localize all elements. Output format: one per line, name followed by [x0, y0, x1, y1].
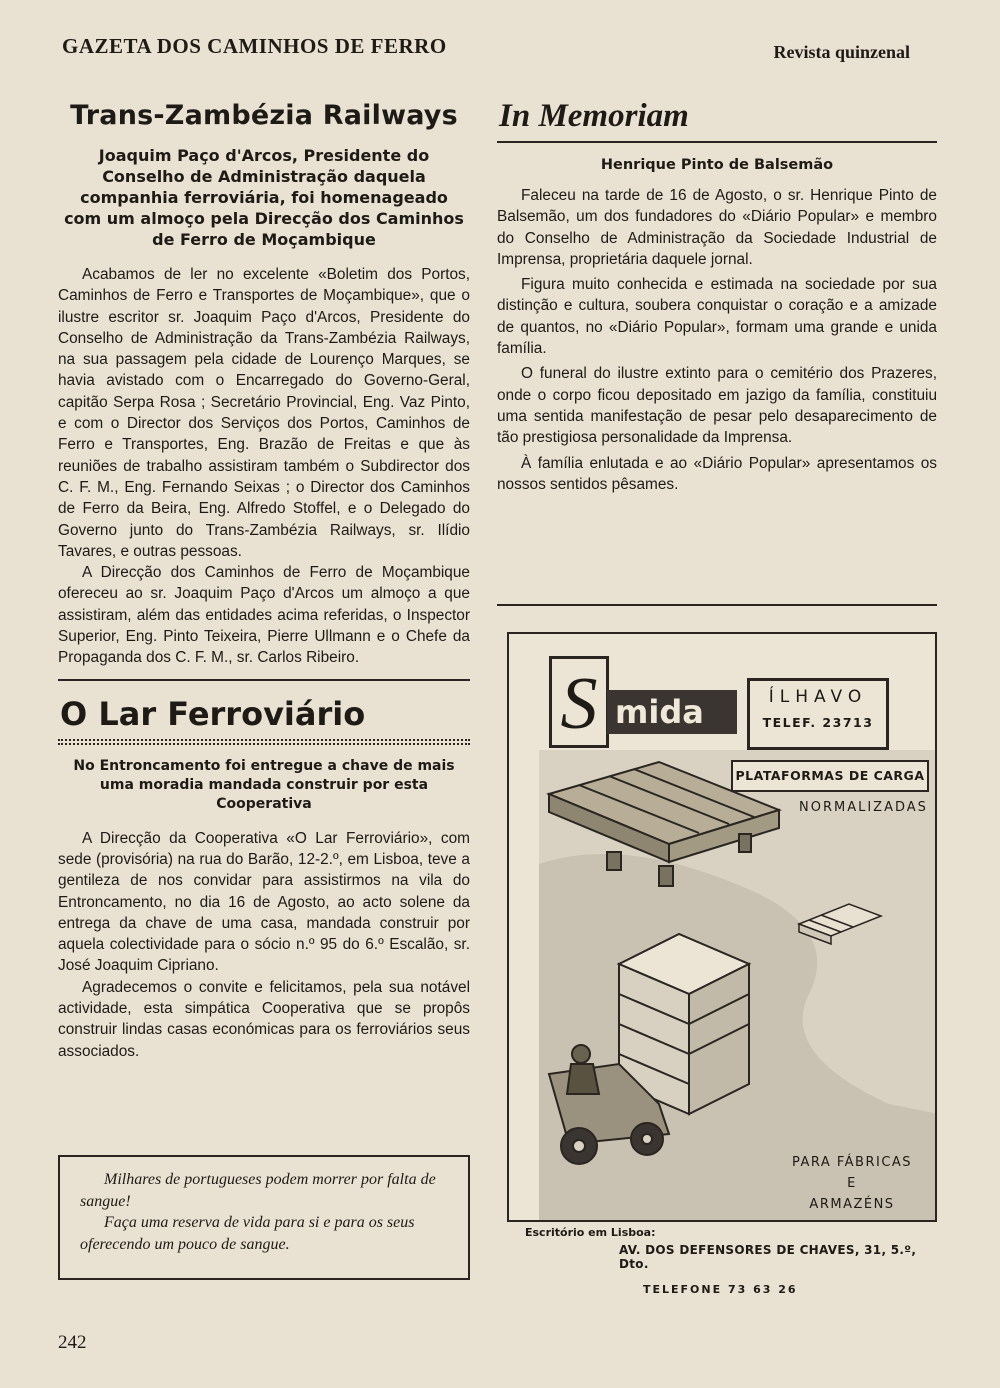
usage-label [777, 1152, 927, 1215]
left-column [58, 96, 470, 1062]
obituary-body [497, 185, 937, 495]
section-divider [497, 604, 937, 606]
office-phone: TELEFONE 73 63 26 [643, 1283, 798, 1296]
paragraph: A Direcção dos Caminhos de Ferro de Moçambique ofereceu ao sr. Joaquim Paço d'Arcos um almoço a que assistiram, além das entidades acima referidas, o Inspector Superior, Eng. Pinto Teixeira, Pierre Ullmann e o Chefe da Propaganda dos C. F. M., sr. Carlos Ribeiro. [58, 564, 470, 667]
section-divider [497, 141, 937, 143]
section-divider [58, 679, 470, 681]
office-label: Escritório em Lisboa: [525, 1226, 656, 1239]
smida-advertisement [505, 632, 937, 1296]
paragraph: Acabamos de ler no excelente «Boletim dos Portos, Caminhos de Ferro e Transportes de Moçambique», que o ilustre escritor sr. Joaquim Paço d'Arcos, Presidente do Conselho de Administração da Trans-Zambézia Railways, na sua passagem pela cidade de Lourenço Marques, se havia avistado com o Encarregado do Governo-Geral, capitão Serpa Rosa ; Secretário Provincial, Eng. Vaz Pinto, e com o Director dos Serviços dos Portos, Caminhos de Ferro e Transportes, Eng. Brazão de Freitas e que às reuniões de trabalho assistiram também o Subdirector dos C. F. M., Eng. Fernando Seixas ; o Director dos Caminhos de Ferro da Beira, Eng. Alfredo Stoffel, e o Delegado do Governo junto do Trans-Zambézia Railways, sr. Ilídio Tavares, e outras pessoas. [58, 266, 470, 560]
advertisement-frame [507, 632, 937, 1222]
right-column [497, 96, 937, 495]
standard-label: NORMALIZADAS [799, 800, 928, 815]
publication-frequency: Revista quinzenal [773, 42, 910, 62]
driver-head [572, 1045, 590, 1063]
article-subheading-lar-ferroviario: No Entroncamento foi entregue a chave de mais uma moradia mandada construir por esta Cooperativa [73, 757, 455, 812]
paragraph: O funeral do ilustre extinto para o cemitério dos Prazeres, onde o corpo ficou depositado em jazigo da família, constituiu uma sentida manifestação de pesar pelo desaparecimento de tão prestigiosa personalidade da Imprensa. [497, 365, 937, 447]
logo-initial: S [549, 656, 609, 748]
smida-logo [537, 656, 737, 748]
running-header [62, 34, 910, 64]
location-box [747, 678, 889, 750]
article-headline-trans-zambezia: Trans-Zambézia Railways [70, 100, 458, 131]
advertisement-contact [525, 1226, 945, 1296]
blood-donation-notice [58, 1155, 470, 1280]
phone-label: TELEF. 23713 [762, 715, 874, 730]
article-body-lar-ferroviario [58, 828, 470, 1062]
notice-line: Faça uma reserva de vida para si e para os seus oferecendo um pouco de sangue. [80, 1214, 415, 1253]
decorative-rule [58, 739, 470, 745]
office-address: AV. DOS DEFENSORES DE CHAVES, 31, 5.º, Dto. [619, 1243, 917, 1271]
product-label: PLATAFORMAS DE CARGA [731, 760, 929, 792]
small-pallet-icon [799, 904, 881, 944]
usage-line: ARMAZÉNS [809, 1197, 895, 1212]
article-subheading-trans-zambezia: Joaquim Paço d'Arcos, Presidente do Conselho de Administração daquela companhia ferroviária, foi homenageado com um almoço pela Direcção dos Caminhos de Ferro de Moçambique [64, 146, 464, 249]
usage-line: PARA FÁBRICAS [791, 1155, 913, 1170]
article-body-trans-zambezia [58, 264, 470, 669]
usage-line: E [847, 1176, 857, 1191]
in-memoriam-heading: In Memoriam [499, 98, 689, 134]
article-headline-lar-ferroviario: O Lar Ferroviário [60, 694, 366, 733]
obituary-name: Henrique Pinto de Balsemão [600, 157, 834, 173]
paragraph: A Direcção da Cooperativa «O Lar Ferroviário», com sede (provisória) na rua do Barão, 12-2.º, em Lisboa, teve a gentileza de nos convidar para assistirmos na vila do Entroncamento, no dia 16 de Agosto, ao acto solene da entrega da chave de uma casa, mandada construir por aquela colectividade para o sócio n.º 95 do 6.º Escalão, sr. José Joaquim Cipriano. [58, 829, 470, 975]
paragraph: Agradecemos o convite e felicitamos, pela sua notável actividade, esta simpática Cooperativa que se propôs construir lindas casas económicas para os ferroviários seus associados. [58, 978, 470, 1060]
paragraph: Faleceu na tarde de 16 de Agosto, o sr. Henrique Pinto de Balsemão, um dos fundadores do «Diário Popular» e membro do Conselho de Administração da Sociedade Industrial de Imprensa, proprietária daquele jornal. [497, 187, 937, 268]
paragraph: Figura muito conhecida e estimada na sociedade por sua distinção e cultura, soubera conquistar o coração e a amizade de quantos, no «Diário Popular», formam uma grande e unida família. [497, 276, 937, 358]
city-label: ÍLHAVO [768, 687, 868, 707]
page-number: 242 [58, 1332, 87, 1353]
paragraph: À família enlutada e ao «Diário Popular» apresentamos os nossos sentidos pêsames. [497, 454, 937, 493]
logo-wordmark: mida [607, 690, 737, 734]
notice-line: Milhares de portugueses podem morrer por falta de sangue! [80, 1171, 436, 1210]
publication-title: GAZETA DOS CAMINHOS DE FERRO [62, 34, 447, 58]
